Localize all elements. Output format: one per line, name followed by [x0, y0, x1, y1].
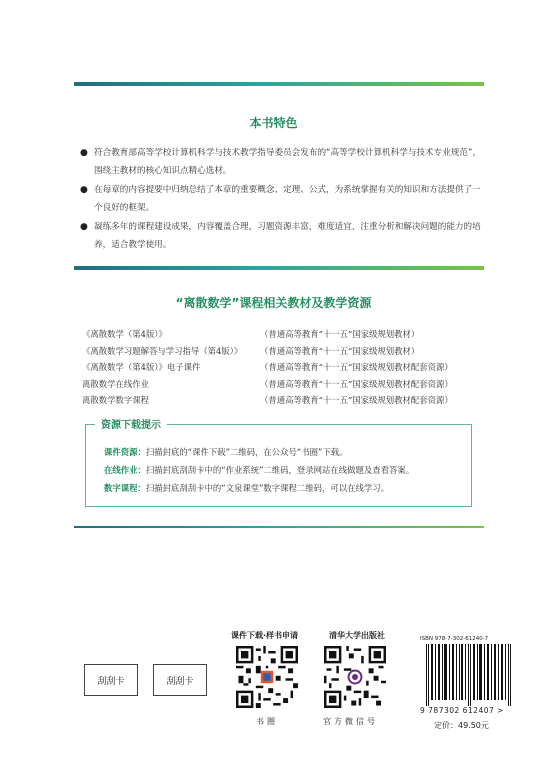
download-line: 数字课程：扫描封底刮刮卡中的“文泉课堂”数字课程二维码，可以在线学习。: [104, 483, 390, 493]
scratch-card[interactable]: 刮刮卡: [84, 664, 138, 696]
price-label: 定价：49.50元: [434, 721, 489, 730]
resource-row: 《离散数学习题解答与学习指导（第4版）》 （普通高等教育“十一五”国家级规划教材）: [82, 345, 420, 356]
qr2-caption: 官方微信号: [323, 717, 378, 726]
resource-row: 离散数学数字课程 （普通高等教育“十一五”国家级规划教材配套资源）: [82, 395, 453, 405]
barcode-icon: [426, 644, 514, 706]
qr-code-icon[interactable]: [324, 646, 386, 708]
middle-rule: [74, 266, 484, 270]
resource-row: 离散数学在线作业 （普通高等教育“十一五”国家级规划教材配套资源）: [82, 378, 453, 389]
qr1-caption: 书圈: [256, 717, 278, 726]
features-list: [82, 145, 482, 256]
resources-title: “离散数学”课程相关教材及教学资源: [175, 296, 372, 310]
feature-item: ● 凝练多年的课程建设成果，内容覆盖合理，习题资源丰富，难度适宜，注重分析和解决问题的能力的培养，适合教学使用。: [82, 219, 482, 254]
top-rule: [74, 82, 484, 86]
isbn-barcode: [420, 636, 515, 736]
bullet-icon: ●: [80, 222, 88, 232]
feature-item: ● 符合教育部高等学校计算机科学与技术教学指导委员会发布的“高等学校计算机科学与技术专业规范”，围绕主教材的核心知识点精心选材。: [82, 145, 482, 180]
download-line: 在线作业：扫描封底刮刮卡中的“作业系统”二维码，登录网站在线做题及查看答案。: [104, 465, 415, 475]
bottom-rule-accent: [74, 526, 484, 528]
features-title: 本书特色: [249, 116, 298, 130]
qr-code-icon[interactable]: [236, 646, 298, 708]
resources-table: [82, 326, 482, 409]
bullet-icon: ●: [80, 148, 88, 158]
resource-row: 《离散数学（第4版）》电子课件 （普通高等教育“十一五”国家级规划教材配套资源）: [82, 362, 453, 372]
isbn-digits: 9 787302 612407 >: [420, 706, 504, 715]
bullet-icon: ●: [80, 185, 88, 195]
feature-item: ● 在每章的内容提要中归纳总结了本章的重要概念、定理、公式，为系统掌握有关的知识和方法提供了一个良好的框架。: [82, 182, 482, 217]
download-line: 课件资源：扫描封底的“课件下载”二维码，在公众号“书圈”下载。: [104, 447, 348, 457]
scratch-card[interactable]: 刮刮卡: [153, 664, 207, 696]
isbn-text: ISBN 978-7-302-61240-7: [420, 636, 489, 642]
qr2-heading: 清华大学出版社: [329, 631, 385, 640]
qr1-heading: 课件下载·样书申请: [231, 631, 299, 640]
resource-row: 《离散数学（第4版）》 （普通高等教育“十一五”国家级规划教材）: [82, 329, 420, 339]
download-title: 资源下载提示: [95, 416, 167, 431]
